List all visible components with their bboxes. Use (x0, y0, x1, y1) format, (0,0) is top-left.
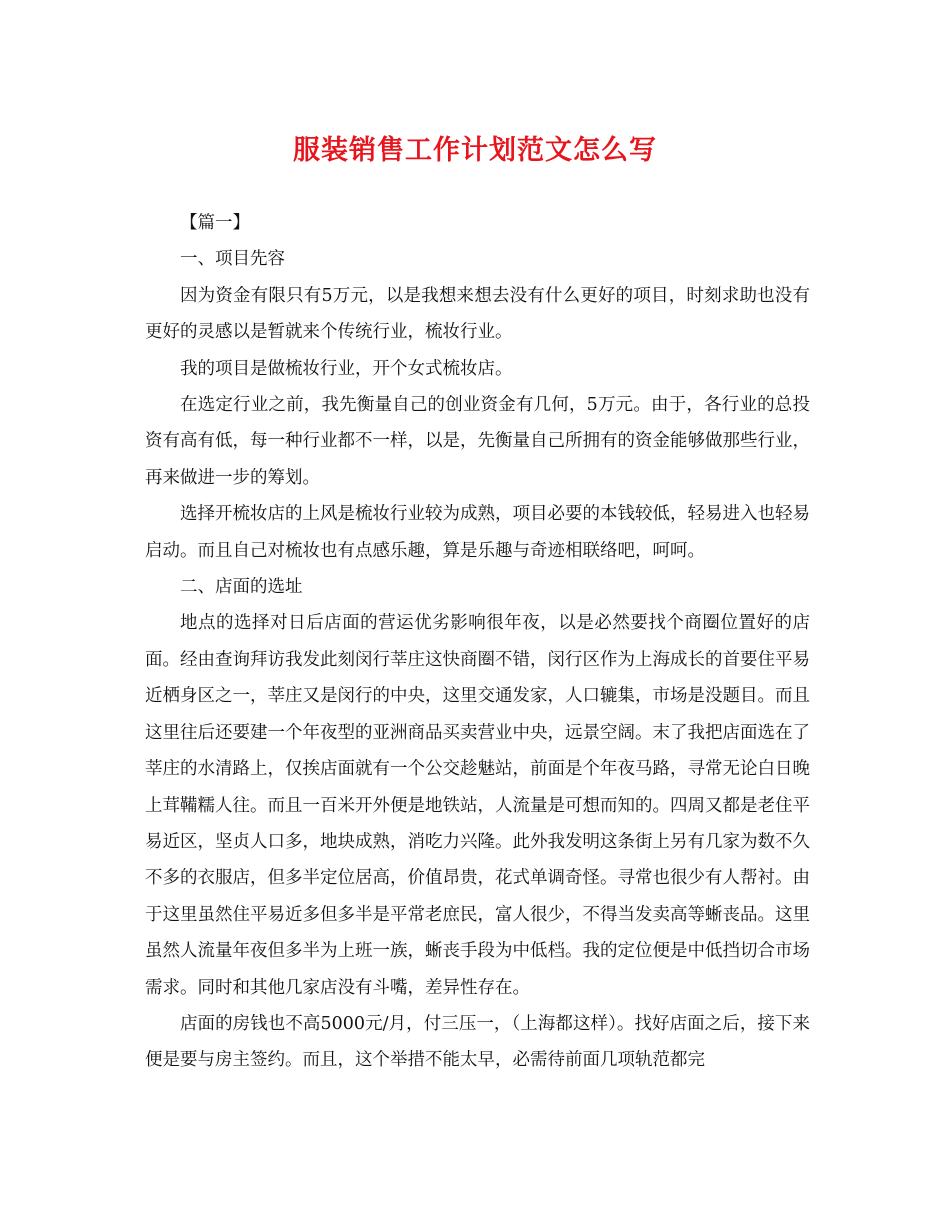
section-heading: 二、店面的选址 (180, 577, 303, 598)
document-title: 服装销售工作计划范文怎么写 (293, 135, 657, 166)
section-heading: 一、项目先容 (180, 249, 285, 270)
paragraph: 在选定行业之前，我先衡量自己的创业资金有几何，5万元。由于，各行业的总投资有高有低，每一种行业都不一样，以是，先衡量自己所拥有的资金能够做那些行业，再来做进一步的筹划。 (145, 395, 810, 488)
document-body (145, 205, 810, 1079)
paragraph: 选择开梳妆店的上风是梳妆行业较为成熟，项目必要的本钱较低，轻易进入也轻易启动。而且自己对梳妆也有点感乐趣，算是乐趣与奇迹相联络吧，呵呵。 (145, 504, 810, 561)
paragraph: 店面的房钱也不高5000元/月，付三压一，（上海都这样）。找好店面之后，接下来便是要与房主签约。而且，这个举措不能太早，必需待前面几项轨范都完 (145, 1013, 810, 1071)
section-label: 【篇一】 (180, 213, 250, 233)
paragraph: 我的项目是做梳妆行业，开个女式梳妆店。 (180, 358, 513, 379)
paragraph: 因为资金有限只有5万元，以是我想来想去没有什么更好的项目，时刻求助也没有更好的灵感以是暂就来个传统行业，梳妆行业。 (145, 285, 810, 343)
paragraph: 地点的选择对日后店面的营运优劣影响很年夜，以是必然要找个商圈位置好的店面。经由查询拜访我发此刻闵行莘庄这快商圈不错，闵行区作为上海成长的首要住平易近栖身区之一，莘庄又是闵行的中央，这里交通发家，人口辘集，市场是没题目。而且这里往后还要建一个年夜型的亚洲商品买卖营业中央，远景空阔。末了我把店面选在了莘庄的水清路上，仅挨店面就有一个公交趁魅站，前面是个年夜马路，寻常无论白日晚上茸鞴糯人往。而且一百米开外便是地铁站，人流量是可想而知的。四周又都是老住平易近区，坚贞人口多，地块成熟，消吃力兴隆。此外我发明这条街上另有几家为数不久不多的衣服店，但多半定位居高，价值昂贵，花式单调奇怪。寻常也很少有人帮衬。由于这里虽然住平易近多但多半是平常老庶民，富人很少，不得当发卖高等蜥丧品。这里虽然人流量年夜但多半为上班一族，蜥丧手段为中低档。我的定位便是中低挡切合市场需求。同时和其他几家店没有斗嘴，差异性存在。 (145, 613, 810, 998)
